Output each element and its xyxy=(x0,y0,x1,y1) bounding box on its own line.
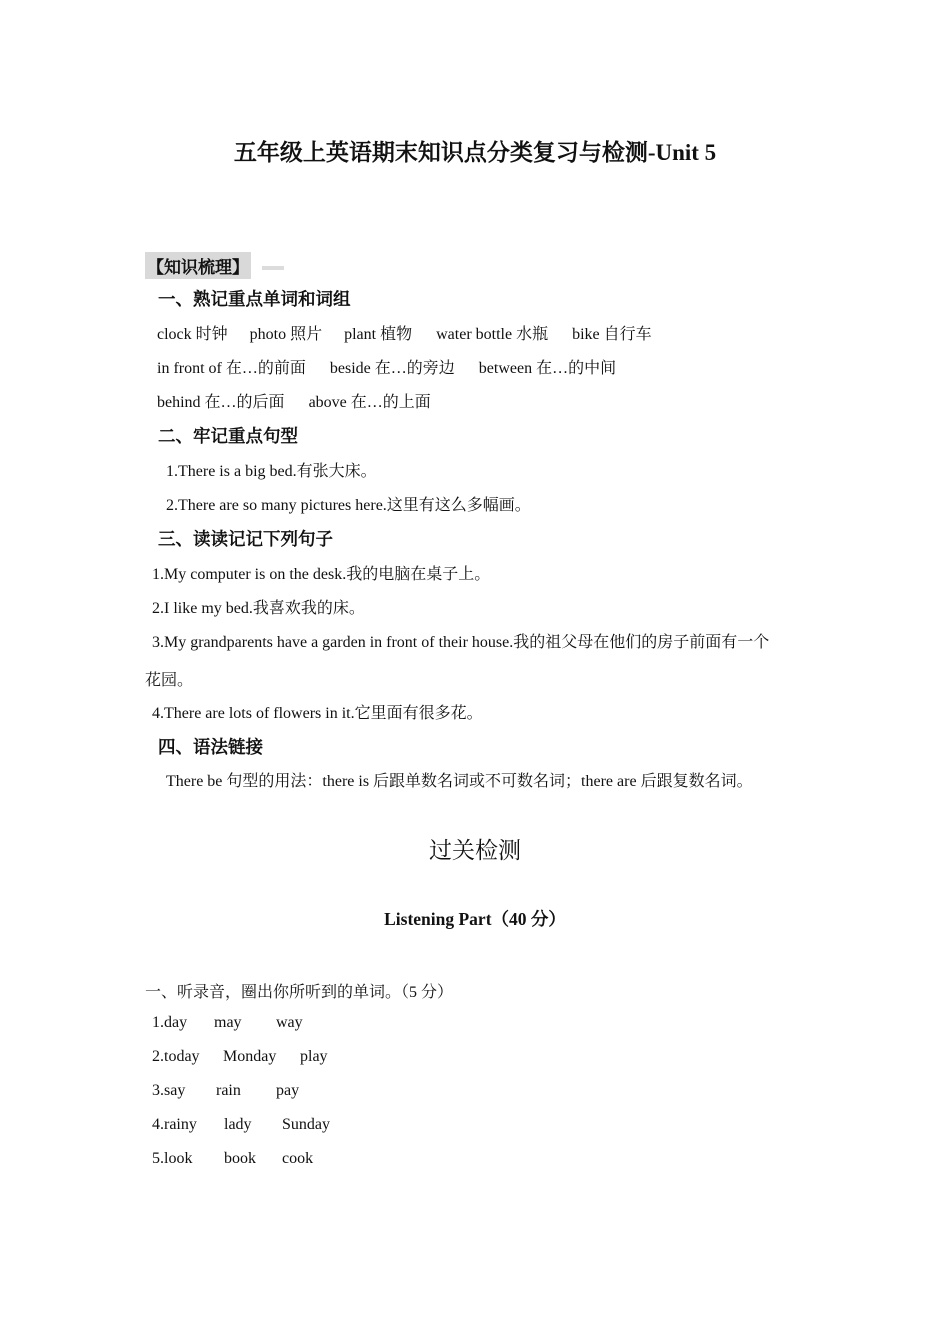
word-option[interactable]: lady xyxy=(224,1116,252,1133)
word-option[interactable]: 5.look xyxy=(152,1150,193,1167)
question-item-row xyxy=(152,1150,313,1168)
sentence-pattern-line: 2.There are so many pictures here.这里有这么多幅画。 xyxy=(166,497,531,514)
reading-sentence: 1.My computer is on the desk.我的电脑在桌子上。 xyxy=(152,566,491,583)
section2-heading: 二、牢记重点句型 xyxy=(158,426,298,446)
word-option[interactable]: cook xyxy=(282,1150,314,1167)
vocab-item: above 在…的上面 xyxy=(308,394,431,411)
vocab-item: in front of 在…的前面 xyxy=(157,360,306,377)
question-item-row xyxy=(152,1014,303,1032)
section3-heading: 三、读读记记下列句子 xyxy=(158,529,333,549)
word-option[interactable]: way xyxy=(276,1014,303,1031)
vocab-row-1 xyxy=(157,321,652,344)
vocab-item: beside 在…的旁边 xyxy=(329,360,455,377)
word-option[interactable]: Monday xyxy=(223,1048,277,1065)
vocab-row-3 xyxy=(157,389,431,412)
vocab-row-2 xyxy=(157,355,616,378)
word-option[interactable]: Sunday xyxy=(282,1116,330,1133)
vocab-item: photo 照片 xyxy=(249,326,323,343)
check-title: 过关检测 xyxy=(429,838,521,863)
reading-sentence: 2.I like my bed.我喜欢我的床。 xyxy=(152,600,365,617)
question-item-row xyxy=(152,1116,330,1134)
vocab-item: plant 植物 xyxy=(344,326,413,343)
vocab-item: water bottle 水瓶 xyxy=(436,326,549,343)
reading-sentence-continued: 花园。 xyxy=(145,672,194,689)
vocab-item: bike 自行车 xyxy=(572,326,652,343)
sentence-pattern-line: 1.There is a big bed.有张大床。 xyxy=(166,463,377,480)
word-option[interactable]: 1.day xyxy=(152,1014,188,1031)
word-option[interactable]: 4.rainy xyxy=(152,1116,197,1133)
word-option[interactable]: 2.today xyxy=(152,1048,200,1065)
word-option[interactable]: 3.say xyxy=(152,1082,186,1099)
section4-heading: 四、语法链接 xyxy=(158,737,263,757)
question1-prompt: 一、听录音，圈出你所听到的单词。（5 分） xyxy=(145,984,454,1001)
word-option[interactable]: pay xyxy=(276,1082,300,1099)
reading-sentence: 4.There are lots of flowers in it.它里面有很多花。 xyxy=(152,705,483,722)
page-title: 五年级上英语期末知识点分类复习与检测-Unit 5 xyxy=(233,140,717,165)
word-option[interactable]: play xyxy=(300,1048,328,1065)
word-option[interactable]: book xyxy=(224,1150,256,1167)
word-option[interactable]: may xyxy=(214,1014,242,1031)
grammar-note: There be 句型的用法：there is 后跟单数名词或不可数名词；there are 后跟复数名词。 xyxy=(166,773,753,790)
knowledge-tag: 【知识梳理】 xyxy=(145,252,251,279)
question-item-row xyxy=(152,1082,299,1100)
tag-underline-divider xyxy=(262,266,284,270)
vocab-item: clock 时钟 xyxy=(157,326,228,343)
reading-sentence: 3.My grandparents have a garden in front of their house.我的祖父母在他们的房子前面有一个 xyxy=(152,634,770,651)
section1-heading: 一、熟记重点单词和词组 xyxy=(158,289,351,309)
vocab-item: between 在…的中间 xyxy=(478,360,617,377)
vocab-item: behind 在…的后面 xyxy=(157,394,285,411)
word-option[interactable]: rain xyxy=(216,1082,241,1099)
listening-part-title: Listening Part（40 分） xyxy=(384,909,566,929)
question-item-row xyxy=(152,1048,328,1066)
